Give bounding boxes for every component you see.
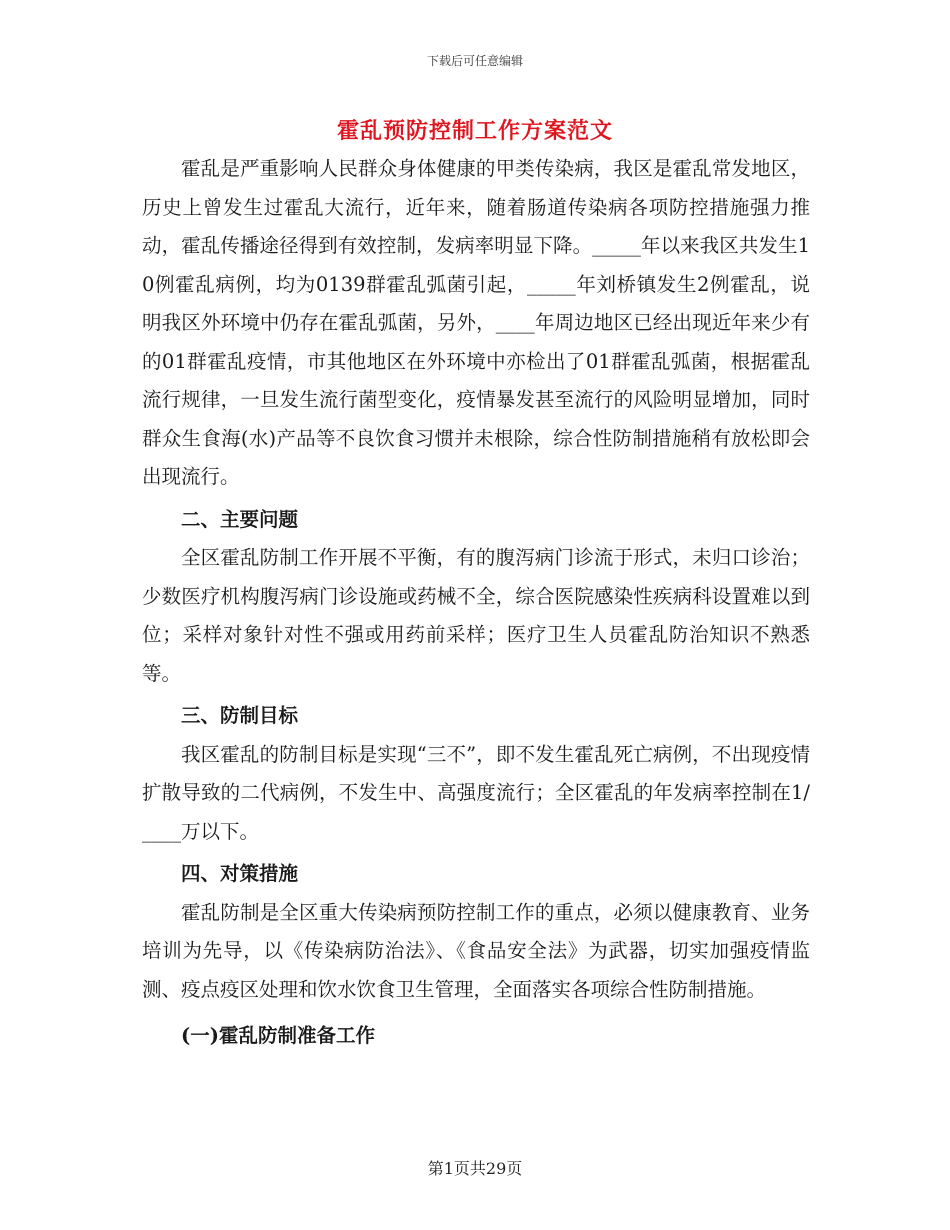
heading-goals: 三、防制目标 bbox=[181, 704, 299, 727]
paragraph-intro: 霍乱是严重影响人民群众身体健康的甲类传染病，我区是霍乱常发地区，历史上曾发生过霍乱大流行，近年来，随着肠道传染病各项防控措施强力推动，霍乱传播途径得到有效控制，发病率明显下降。_____年以来我区共发生10例霍乱病例，均为0139群霍乱弧菌引起，_____年刘桥镇发生2例霍乱，说明我区外环境中仍存在霍乱弧菌，另外，____年周边地区已经出现近年来少有的01群霍乱疫情，市其他地区在外环境中亦检出了01群霍乱弧菌，根据霍乱流行规律，一旦发生流行菌型变化，疫情暴发甚至流行的风险明显增加，同时群众生食海(水)产品等不良饮食习惯并未根除，综合性防制措施稍有放松即会出现流行。 bbox=[142, 157, 810, 488]
header-note: 下载后可任意编辑 bbox=[426, 54, 523, 68]
heading-problems: 二、主要问题 bbox=[181, 507, 299, 531]
paragraph-problems: 全区霍乱防制工作开展不平衡，有的腹泻病门诊流于形式，未归口诊治；少数医疗机构腹泻病门诊设施或药械不全，综合医院感染性疾病科设置难以到位；采样对象针对性不强或用药前采样；医疗卫生人员霍乱防治知识不熟悉等。 bbox=[142, 546, 810, 685]
heading-measures: 四、对策措施 bbox=[181, 862, 299, 885]
heading-prep: (一)霍乱防制准备工作 bbox=[181, 1024, 375, 1047]
document-body bbox=[142, 150, 810, 1056]
document-title: 霍乱预防控制工作方案范文 bbox=[336, 118, 613, 144]
page-footer: 第1页共29页 bbox=[427, 1159, 523, 1178]
paragraph-goals: 我区霍乱的防制目标是实现“三不”，即不发生霍乱死亡病例，不出现疫情扩散导致的二代病例，不发生中、高强度流行；全区霍乱的年发病率控制在1/____万以下。 bbox=[142, 742, 810, 843]
paragraph-measures: 霍乱防制是全区重大传染病预防控制工作的重点，必须以健康教育、业务培训为先导，以《传染病防治法》、《食品安全法》为武器，切实加强疫情监测、疫点疫区处理和饮水饮食卫生管理，全面落实各项综合性防制措施。 bbox=[142, 900, 810, 1001]
